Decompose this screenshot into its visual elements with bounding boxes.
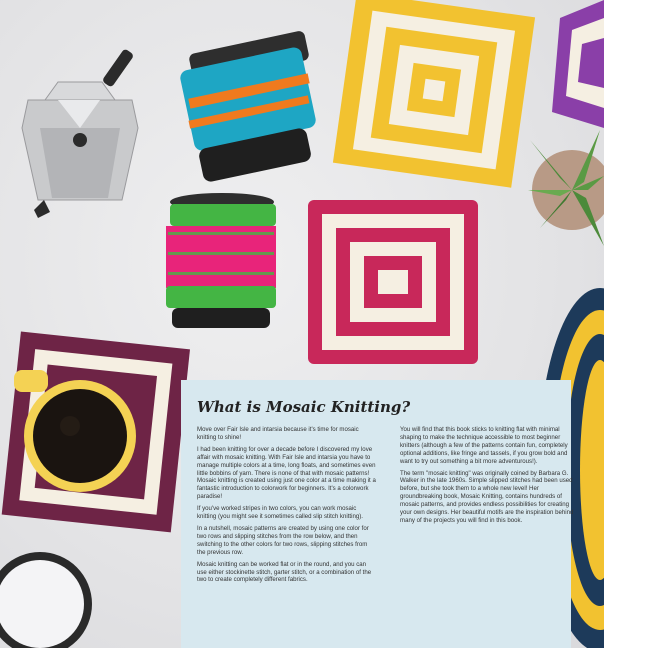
green-pink-mug-cosy [166,193,276,328]
paragraph: Move over Fair Isle and intarsia because it's time for mosaic knitting to shine! [197,426,359,441]
paragraph: I had been knitting for over a decade before I discovered my love affair with mosaic knitting. With Fair Isle and intarsia you have to manage multiple colors at a time, long floats, and sometimes even little bobbins of yarn. There is none of that with mosaic patterns! Mosaic knitting is created using just one color at a time making it a fantastic introduction to colorwork for beginners. It's a colorwork paradise! [197,445,376,501]
article-column-left [197,426,377,588]
paragraph: Mosaic knitting can be worked flat or in the round, and you can use either stockinette stitch, garter stitch, or a combination of the two to create completely different fabrics. [197,560,372,584]
paragraph: In a nutshell, mosaic patterns are created by using one color for two rows and slipping stitches from the row below, and then switching to the other colors for two rows, slipping stitches from the previous row. [197,524,369,556]
raspberry-coaster [308,200,478,364]
succulent-plant [528,130,604,246]
yellow-coaster [333,0,535,188]
paragraph: You will find that this book sticks to knitting flat with minimal shaping to make the technique accessible to most beginner knitters (although a few of the patterns contain fun, completely optional additions, like fringe and tassels, if you grow bold and want to try out something a bit more adventurous!). [400,426,568,465]
moka-pot [22,48,138,218]
turquoise-mug-cosy [179,30,317,183]
article-column-right [400,426,580,529]
paragraph: If you've worked stripes in two colors, you can work mosaic knitting (you might see it sometimes called slip stitch knitting). [197,505,363,521]
article-title: What is Mosaic Knitting? [197,398,411,416]
paragraph: The term "mosaic knitting" was originally coined by Barbara G. Walker in the late 1960s. Simple slipped stitches had been used before, but she took them to a whole new level! Her groundbreaking book, Mosaic Knitting, contains hundreds of mosaic patterns, and provides endless possibilities for creating your own designs. Her beautiful motifs are the inspiration behind many of the projects you will find in this book. [400,469,574,524]
purple-coaster [552,0,604,128]
sugar-bowl [0,552,92,648]
